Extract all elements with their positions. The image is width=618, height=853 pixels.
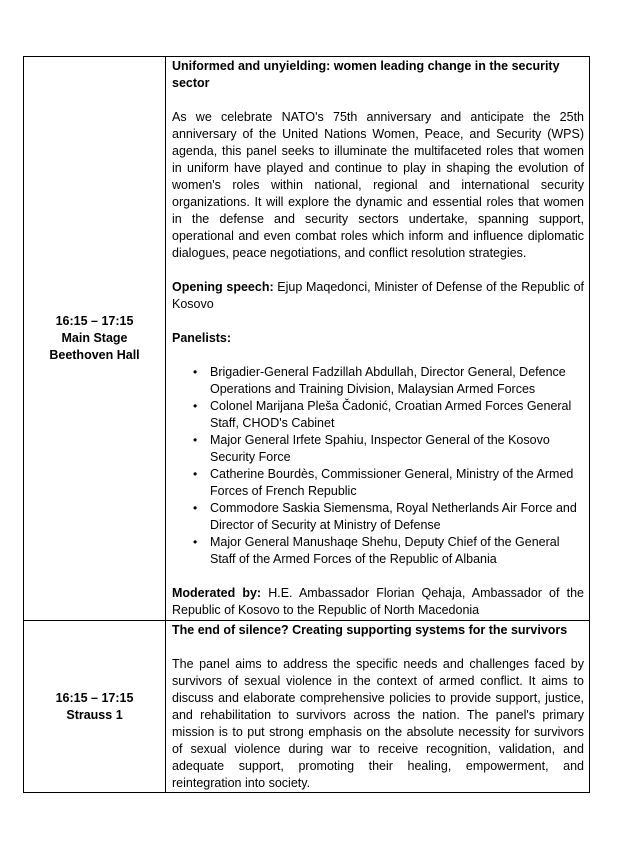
bullet-icon: • (193, 535, 198, 549)
bullet-icon: • (193, 365, 198, 379)
session-row (24, 621, 590, 793)
session-time: 16:15 – 17:15 (55, 314, 134, 328)
opening-speech (172, 279, 584, 313)
session-time-cell (24, 57, 166, 621)
session-row (24, 57, 590, 621)
session-description: The panel aims to address the specific needs and challenges faced by survivors of sexual violence in the context of armed conflict. It aims to discuss and elaborate comprehensive policies to provide support, justice, and rehabilitation to survivors across the nation. The panel's primary mission is to put strong emphasis on the absolute necessity for survivors of sexual violence during war to receive recognition, validation, and adequate support, promoting their healing, empowerment, and reintegration into society. (172, 657, 584, 790)
opening-speech-label: Opening speech: (172, 280, 274, 294)
session-time: 16:15 – 17:15 (55, 690, 134, 705)
bullet-icon: • (193, 399, 198, 413)
session-title: The end of silence? Creating supporting systems for the survivors (172, 623, 568, 637)
list-item: • Major General Manushaqe Shehu, Deputy Chief of the General Staff of the Armed Forces of the Republic of Albania (193, 535, 560, 566)
moderator-label: Moderated by: (172, 586, 262, 600)
session-content-cell (166, 57, 590, 621)
moderator (172, 585, 584, 619)
session-time-cell (24, 621, 166, 793)
agenda-table (23, 56, 590, 793)
moderator-text: H.E. Ambassador Florian Qehaja, Ambassador of the Republic of Kosovo to the Republic of North Macedonia (172, 586, 584, 617)
panelists-label: Panelists: (172, 331, 232, 345)
opening-speech-text: Ejup Maqedonci, Minister of Defense of the Republic of Kosovo (172, 280, 584, 311)
session-description: As we celebrate NATO's 75th anniversary and anticipate the 25th anniversary of the United Nations Women, Peace, and Security (WPS) agenda, this panel seeks to illuminate the multifaceted roles that women in uniform have played and continue to play in shaping the evolution of women's roles within national, regional and international security organizations. It will explore the dynamic and essential roles that women in the defense and security sectors undertake, spanning support, operational and even combat roles which inform and influence diplomatic dialogues, peace negotiations, and conflict resolution strategies. (172, 110, 584, 260)
session-venue: Main Stage (61, 331, 128, 345)
list-item: • Catherine Bourdès, Commissioner General, Ministry of the Armed Forces of French Republic (193, 467, 574, 498)
panelists-list (172, 364, 584, 568)
list-item: • Colonel Marijana Pleša Čadonić, Croatian Armed Forces General Staff, CHOD's Cabinet (193, 399, 572, 430)
session-venue: Strauss 1 (66, 707, 123, 722)
list-item: • Brigadier-General Fadzillah Abdullah, Director General, Defence Operations and Training Division, Malaysian Armed Forces (193, 365, 566, 396)
list-item: • Commodore Saskia Siemensma, Royal Netherlands Air Force and Director of Security at Ministry of Defense (193, 501, 577, 532)
bullet-icon: • (193, 467, 198, 481)
session-title: Uniformed and unyielding: women leading change in the security sector (172, 59, 560, 90)
session-venue-hall: Beethoven Hall (49, 348, 140, 362)
session-content-cell (166, 621, 590, 793)
bullet-icon: • (193, 433, 198, 447)
list-item: • Major General Irfete Spahiu, Inspector General of the Kosovo Security Force (193, 433, 550, 464)
bullet-icon: • (193, 501, 198, 515)
